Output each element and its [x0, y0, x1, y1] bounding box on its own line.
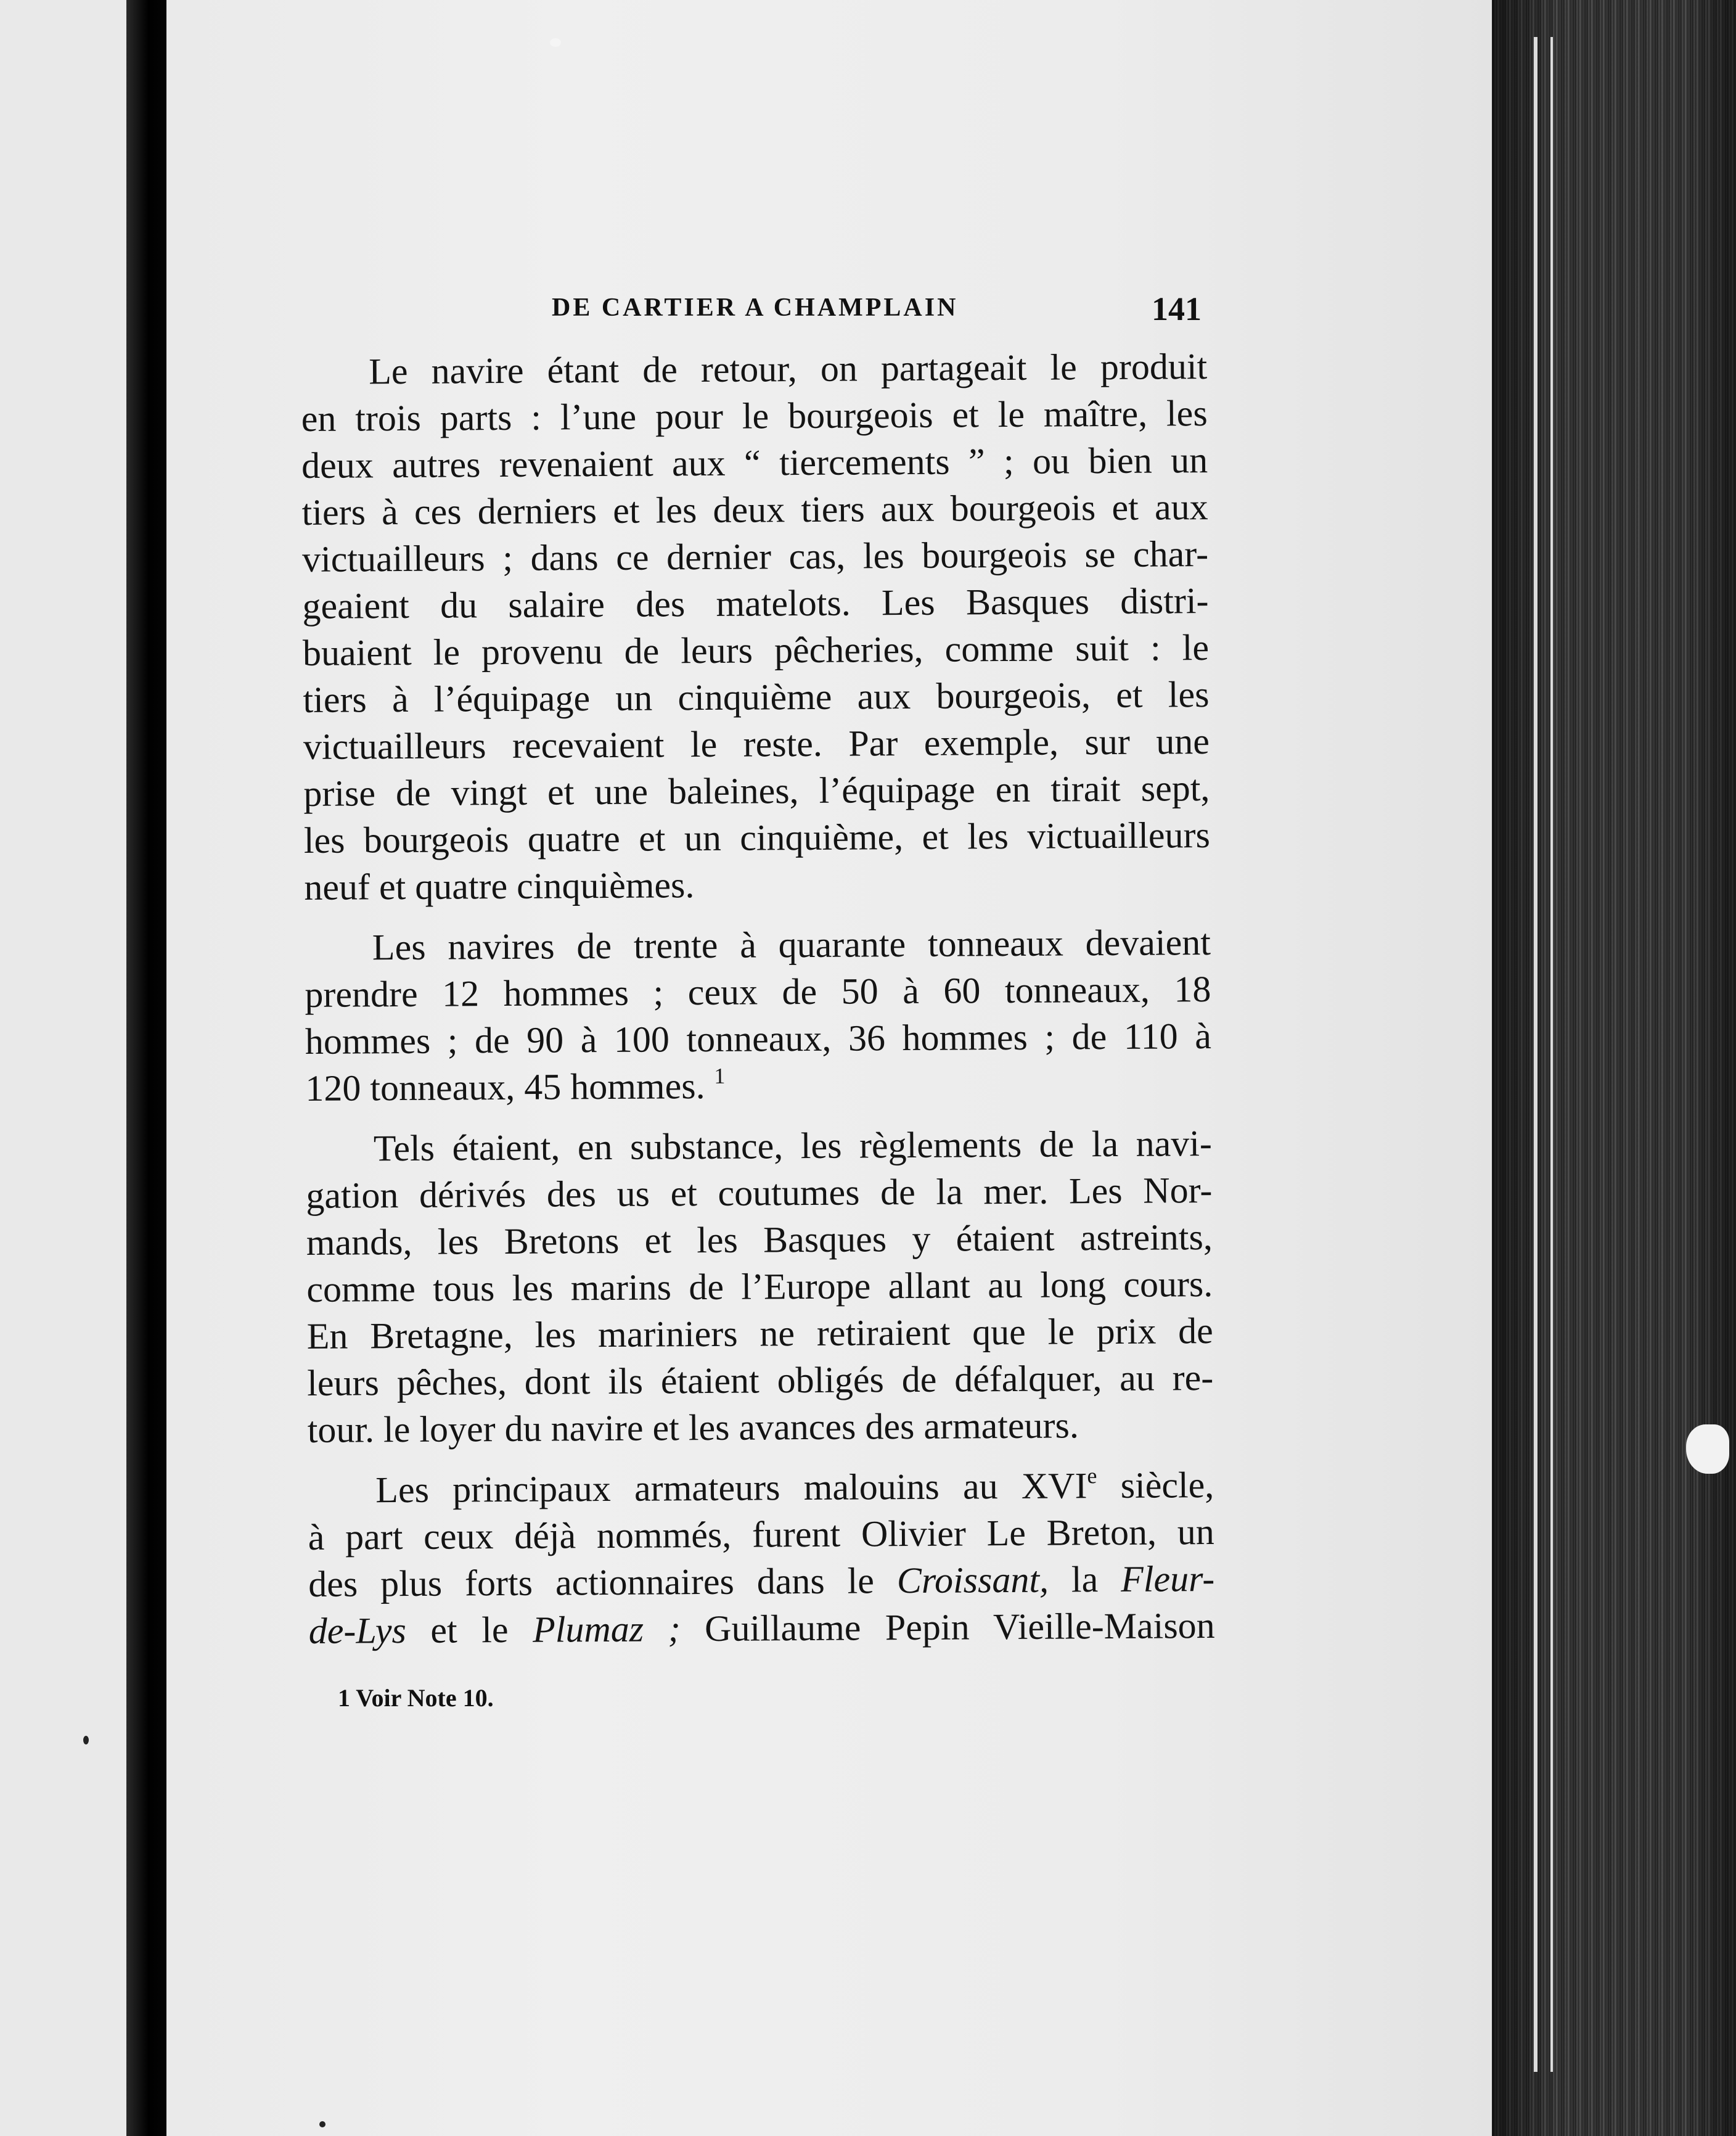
text-fragment: siècle,: [1097, 1464, 1214, 1506]
scan-speck: [550, 38, 561, 47]
text-line: victuailleurs ; dans ce dernier cas, les bourgeois se char-: [301, 533, 1209, 580]
text-fragment: des plus forts actionnaires dans le: [308, 1560, 898, 1604]
text-line: tiers à l’équipage un cinquième aux bourgeois, et les: [303, 674, 1210, 720]
text-line: tour. le loyer du navire et les avances des armateurs.: [307, 1405, 1079, 1450]
footnote: 1 Voir Note 10.: [338, 1684, 494, 1712]
text-fragment: Les principaux armateurs malouins au XVI: [375, 1465, 1087, 1511]
text-line: prendre 12 hommes ; ceux de 50 à 60 tonneaux, 18: [305, 969, 1211, 1015]
page-edge-shadow: [1492, 0, 1736, 2136]
text-line: [305, 1059, 1211, 1112]
text-line: [308, 1555, 1214, 1608]
text-fragment: Guillaume Pepin Vieille-Maison: [680, 1604, 1215, 1649]
text-line: En Bretagne, les mariniers ne retiraient que le prix de: [306, 1310, 1213, 1357]
text-line: [308, 1602, 1214, 1654]
page-number: 141: [1152, 290, 1202, 327]
ship-name: Croissant,: [896, 1559, 1049, 1601]
text-line: deux autres revenaient aux “ tiercements ” ; ou bien un: [301, 440, 1208, 486]
text-line: victuailleurs recevaient le reste. Par exemple, sur une: [303, 721, 1210, 767]
scan-speck: [83, 1736, 89, 1744]
ship-name: Fleur-: [1120, 1558, 1215, 1600]
text-line: tiers à ces derniers et les deux tiers aux bourgeois et aux: [301, 487, 1208, 533]
scan-speck: [319, 2121, 326, 2127]
page-body: [301, 343, 1215, 1654]
facing-page-edge: [0, 0, 126, 2136]
text-line: geaient du salaire des matelots. Les Basques distri-: [302, 580, 1209, 626]
text-line: hommes ; de 90 à 100 tonneaux, 36 hommes ; de 110 à: [305, 1016, 1212, 1062]
superscript: e: [1087, 1463, 1097, 1489]
paper-tear-mark: [1686, 1424, 1729, 1474]
page-edge-highlight: [1550, 37, 1553, 2072]
text-line: à part ceux déjà nommés, furent Olivier Le Breton, un: [308, 1511, 1214, 1558]
text-line: prise de vingt et une baleines, l’équipage en tirait sept,: [303, 768, 1210, 814]
text-line: mands, les Bretons et les Basques y étaient astreints,: [306, 1216, 1213, 1263]
text-line: gation dérivés des us et coutumes de la mer. Les Nor-: [306, 1169, 1213, 1216]
text-line: leurs pêches, dont ils étaient obligés de défalquer, au re-: [307, 1357, 1214, 1403]
book-gutter: [126, 0, 166, 2136]
text-line: Le navire étant de retour, on partageait le produit: [369, 346, 1208, 392]
footnote-ref: 1: [714, 1063, 726, 1088]
text-line: Les navires de trente à quarante tonneaux devaient: [372, 922, 1211, 968]
text-fragment: la: [1048, 1558, 1121, 1600]
ship-name: Plumaz ;: [532, 1608, 681, 1650]
text-line: [308, 1461, 1214, 1514]
text-line: neuf et quatre cinquièmes.: [304, 865, 695, 908]
text-line: en trois parts : l’une pour le bourgeois et le maître, les: [301, 393, 1208, 439]
text-line-content: 120 tonneaux, 45 hommes.: [305, 1066, 705, 1109]
text-line: Tels étaient, en substance, les règlements de la navi-: [373, 1122, 1213, 1169]
running-title: DE CARTIER A CHAMPLAIN: [552, 294, 959, 322]
text-line: les bourgeois quatre et un cinquième, et les victuailleurs: [303, 815, 1211, 861]
text-line: buaient le provenu de leurs pêcheries, comme suit : le: [302, 627, 1210, 673]
ship-name: de-Lys: [308, 1609, 407, 1651]
text-line: comme tous les marins de l’Europe allant au long cours.: [306, 1263, 1213, 1310]
page-edge-highlight: [1534, 37, 1537, 2072]
text-fragment: et le: [406, 1609, 533, 1651]
